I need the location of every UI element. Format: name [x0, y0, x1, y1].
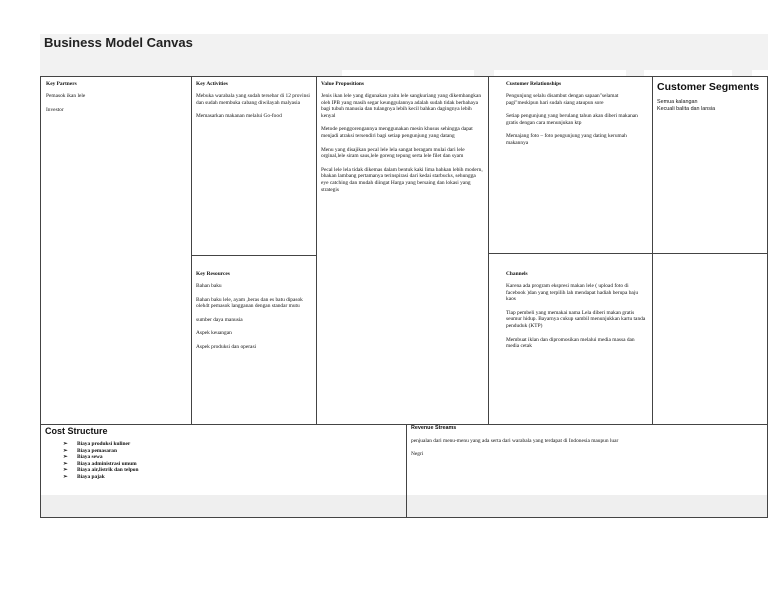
value-propositions-block	[321, 81, 483, 200]
channels-block	[506, 271, 648, 357]
revenue-streams-item: penjualan dari menu-menu yang ada serta dari warabala yang terdapat di Indonesia maupun luar	[411, 437, 619, 444]
divider-activities-resources	[191, 255, 316, 256]
arrow-bullet-icon: ➢	[63, 460, 68, 467]
divider-partners	[191, 76, 192, 424]
customer-segments-item: Kecuali balita dan lansia	[657, 105, 716, 112]
divider-relationships-channels	[488, 253, 768, 254]
list-item: ➢ Biaya air,listrik dan telpon	[63, 467, 139, 474]
customer-relationships-item: Memajang foto – foto pengunjung yang dating kerumah makannya	[506, 133, 627, 146]
key-activities-item: Mebuka warabala yang sudah tersebar di 12 provinsi dan sudah membuka cabang diwilayah malyasia	[196, 93, 310, 106]
key-partners-heading: Key Partners	[46, 81, 77, 87]
value-propositions-item: Menu yang disajikan pecal lele lela sangat beragam mulai dari lele orginal,lele siram saus,lele goreng tepung serta lele filet dan syam	[321, 146, 465, 160]
revenue-streams-item: Negri	[411, 451, 424, 458]
key-activities-heading: Key Activities	[196, 81, 228, 87]
cost-structure-block	[45, 426, 401, 481]
channels-heading: Channels	[506, 271, 528, 277]
arrow-bullet-icon: ➢	[63, 467, 68, 474]
key-partners-item: Pemasok ikan lele	[46, 93, 86, 99]
customer-relationships-item: Pengunjung selalu disambut dengan sapaan"selamat pagi"meskipun hari sudah siang ataupun sore	[506, 93, 619, 106]
key-resources-item: Bahan baku lele, ayam ,beras dan es batu dipasok oleh4t pemasok langganan dengan standar mutu	[196, 296, 303, 310]
list-item: ➢ Biaya sewa	[63, 454, 103, 461]
key-activities-item: Memasarkan makanan melalui Go-food	[196, 113, 282, 120]
arrow-bullet-icon: ➢	[63, 441, 68, 447]
customer-relationships-block	[506, 81, 648, 154]
value-propositions-heading: Value Propositions	[321, 81, 364, 87]
divider-value	[488, 76, 489, 424]
value-propositions-item: Pecal lele lela tidak dikemas dalam bentuk kaki lima bahkan lebih modern, bhakan lambang pertamanya terinspirasi dari kedai starbucks, sehungga eye catching dan mudah diingat Harga yang bersaing dan lokasi yang strategis	[321, 166, 483, 193]
revenue-footer-strip	[407, 495, 767, 517]
revenue-streams-block	[411, 425, 765, 465]
customer-segments-block	[657, 81, 767, 112]
customer-segments-heading: Customer Segments	[657, 81, 760, 93]
divider-activities	[316, 76, 317, 424]
key-resources-heading: Key Resources	[196, 271, 230, 277]
list-item: ➢ Biaya pajak	[63, 473, 105, 480]
page-title: Business Model Canvas	[44, 35, 193, 50]
value-propositions-item: Jenis ikan lele yang digunakan yaitu lele sangkuriang yang dikembangkan oleh IPB yang masih segar keunggulannya adalah sudah tidak berbahaya bagi tubuh manusia dan tulangnya lebih kecil bahkan dagingnya lebih kenyal	[321, 93, 482, 119]
cost-structure-list	[45, 441, 401, 481]
key-resources-block	[196, 271, 312, 358]
key-resources-item: Aspek keuangan	[196, 330, 232, 337]
cost-footer-strip	[41, 495, 406, 517]
key-partners-item: Investor	[46, 106, 64, 113]
customer-relationships-item: Setiap pengunjung yang berulang tahun akan diberi makanan gratis dengan cara menunjukan ktp	[506, 113, 638, 126]
arrow-bullet-icon: ➢	[63, 473, 68, 480]
revenue-streams-heading: Revenue Streams	[411, 425, 457, 431]
list-item: ➢ Biaya pemasaran	[63, 447, 117, 454]
customer-segments-item: Semua kalangan	[657, 99, 698, 105]
arrow-bullet-icon: ➢	[63, 447, 68, 454]
cost-structure-heading: Cost Structure	[45, 426, 108, 436]
value-propositions-item: Metode penggorengannya menggunakan mesin khusus sehingga dapat menjadi atraksi tersendiri bagi setiap pengunjung yang datang	[321, 126, 473, 139]
arrow-bullet-icon: ➢	[63, 454, 68, 461]
key-resources-item: sumber daya manusia	[196, 316, 243, 323]
channels-item: Membuat iklan dan dipromosikan melalui media massa dan media cetak	[506, 336, 635, 350]
list-item: ➢ Biaya administrasi umum	[63, 460, 137, 467]
divider-relationships	[652, 76, 653, 424]
key-activities-block	[196, 81, 312, 127]
channels-item: Tiap pembeli yang memakai nama Lela diberi makan gratis seumur hidup. Bayarnya cukup sambil menunjukkan kartu tanda penduduk (KTP)	[506, 309, 646, 329]
customer-relationships-heading: Customer Relationships	[506, 81, 562, 87]
key-resources-item: Aspek produksi dan operasi	[196, 343, 257, 350]
list-item: ➢ Biaya produksi kuliner	[63, 441, 131, 447]
channels-item: Karena ada program ekspresi makan lele ( upload foto di facebook )dan yang terpilih lah mendapat hadiah berupa baju kaos	[506, 283, 639, 303]
key-resources-item: Bahan baku	[196, 283, 222, 289]
key-partners-block	[46, 81, 186, 120]
